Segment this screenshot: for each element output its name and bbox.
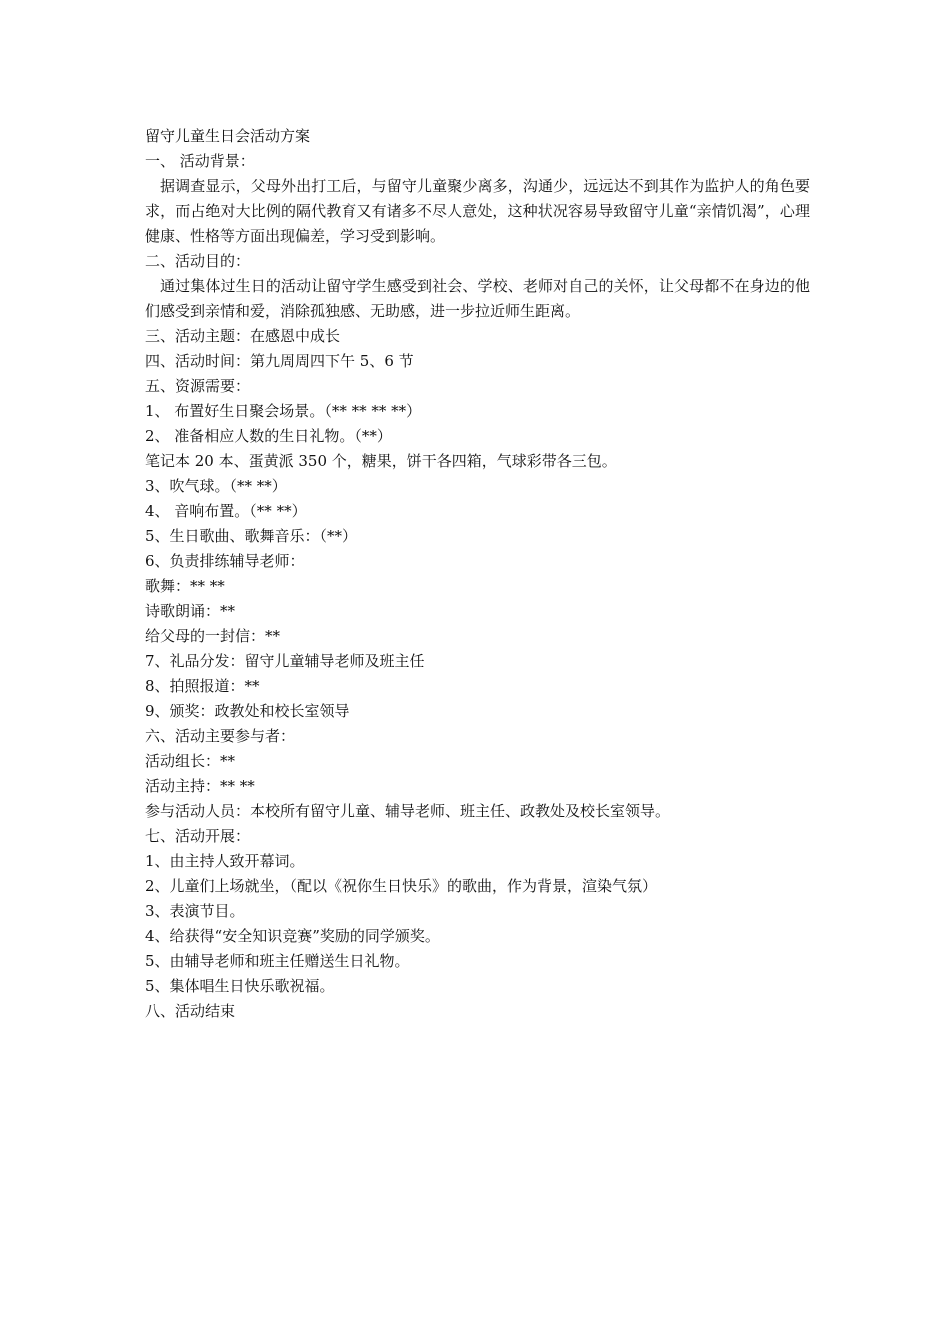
section-heading-activities: 七、活动开展： bbox=[145, 827, 251, 845]
list-item: 1、 布置好生日聚会场景。（** ** ** **） bbox=[145, 402, 422, 420]
list-item: 4、 音响布置。（** **） bbox=[145, 502, 307, 520]
section-heading-resources: 五、资源需要： bbox=[145, 377, 251, 395]
list-item: 5、由辅导老师和班主任赠送生日礼物。 bbox=[145, 952, 410, 970]
section-theme: 三、活动主题：在感恩中成长 bbox=[145, 327, 341, 345]
paragraph-purpose: 通过集体过生日的活动让留守学生感受到社会、学校、老师对自己的关怀，让父母都不在身边的他们感受到亲情和爱，消除孤独感、无助感，进一步拉近师生距离。 bbox=[145, 277, 810, 320]
section-heading-purpose: 二、活动目的： bbox=[145, 252, 251, 270]
list-item: 4、给获得“安全知识竞赛”奖励的同学颁奖。 bbox=[145, 927, 440, 945]
list-item: 活动组长：** bbox=[145, 752, 236, 770]
list-item: 笔记本 20 本、蛋黄派 350 个，糖果，饼干各四箱，气球彩带各三包。 bbox=[145, 452, 617, 470]
list-item: 6、负责排练辅导老师： bbox=[145, 552, 305, 570]
list-item: 1、由主持人致开幕词。 bbox=[145, 852, 305, 870]
section-time: 四、活动时间：第九周周四下午 5、6 节 bbox=[145, 352, 414, 370]
list-item: 5、生日歌曲、歌舞音乐：（**） bbox=[145, 527, 358, 545]
paragraph-background: 据调查显示，父母外出打工后，与留守儿童聚少离多，沟通少，远远达不到其作为监护人的角色要求，而占绝对大比例的隔代教育又有诸多不尽人意处，这种状况容易导致留守儿童“亲情饥渴”，心理健康、性格等方面出现偏差，学习受到影响。 bbox=[145, 177, 810, 245]
list-item: 歌舞：** ** bbox=[145, 577, 225, 595]
document-title: 留守儿童生日会活动方案 bbox=[145, 127, 311, 145]
section-heading-background: 一、 活动背景： bbox=[145, 152, 255, 170]
list-item: 7、礼品分发：留守儿童辅导老师及班主任 bbox=[145, 652, 425, 670]
list-item: 活动主持：** ** bbox=[145, 777, 255, 795]
list-item: 给父母的一封信：** bbox=[145, 627, 281, 645]
list-item: 3、吹气球。（** **） bbox=[145, 477, 287, 495]
list-item: 3、表演节目。 bbox=[145, 902, 245, 920]
list-item: 8、拍照报道：** bbox=[145, 677, 260, 695]
list-item: 诗歌朗诵：** bbox=[145, 602, 236, 620]
list-item: 5、集体唱生日快乐歌祝福。 bbox=[145, 977, 335, 995]
list-item: 参与活动人员：本校所有留守儿童、辅导老师、班主任、政教处及校长室领导。 bbox=[145, 802, 671, 820]
list-item: 2、 准备相应人数的生日礼物。（**） bbox=[145, 427, 392, 445]
list-item: 2、儿童们上场就坐，（配以《祝你生日快乐》的歌曲，作为背景，渲染气氛） bbox=[145, 877, 658, 895]
list-item: 9、颁奖：政教处和校长室领导 bbox=[145, 702, 350, 720]
section-heading-participants: 六、活动主要参与者： bbox=[145, 727, 296, 745]
document-body bbox=[145, 124, 810, 1024]
section-end: 八、活动结束 bbox=[145, 1002, 236, 1020]
